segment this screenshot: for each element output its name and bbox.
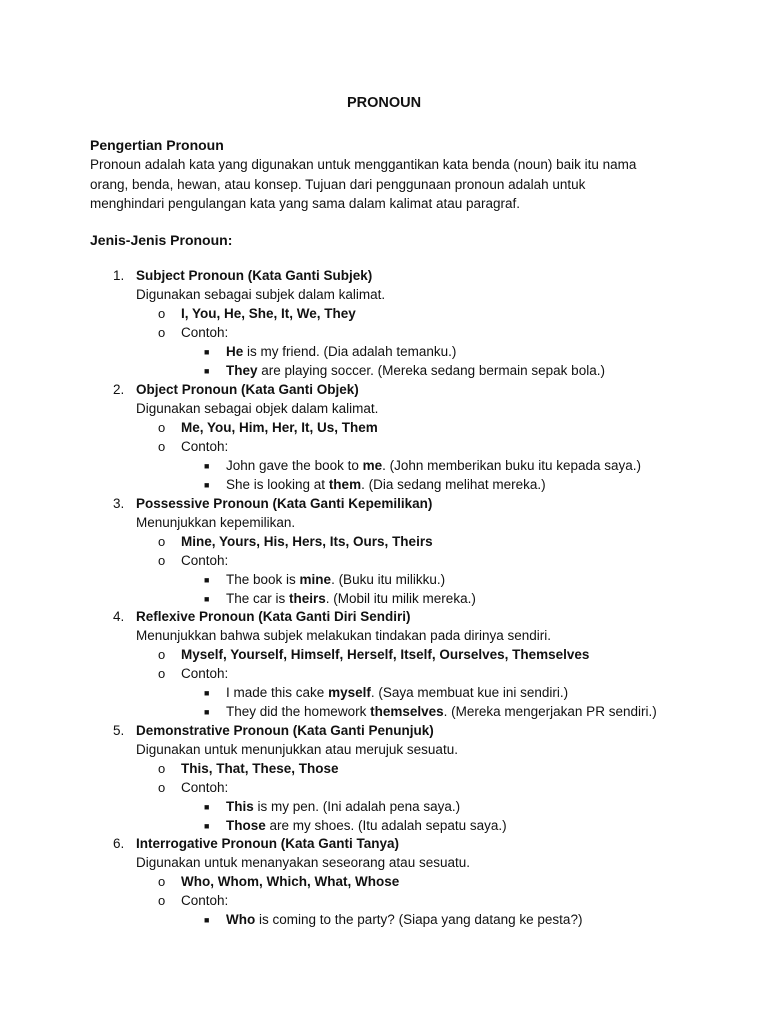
circle-bullet-icon: o [158, 874, 166, 889]
pronoun-word-list: Who, Whom, Which, What, Whose [181, 874, 400, 889]
example-sentence [226, 477, 546, 492]
pronoun-type-name: Demonstrative Pronoun (Kata Ganti Penunjuk) [136, 723, 434, 738]
example-sentence [226, 591, 476, 606]
example-sentence [226, 363, 605, 378]
list-number: 1. [113, 268, 125, 283]
example-text: . (Mobil itu milik mereka.) [325, 591, 476, 606]
pronoun-word-list: I, You, He, She, It, We, They [181, 306, 356, 321]
example-text: The car is [226, 591, 290, 606]
example-pronoun: myself [328, 685, 371, 700]
example-text: are my shoes. (Itu adalah sepatu saya.) [265, 818, 507, 833]
example-text: . (John memberikan buku itu kepada saya.) [382, 458, 642, 473]
pronoun-type-name: Object Pronoun (Kata Ganti Objek) [136, 382, 359, 397]
example-label: Contoh: [181, 439, 229, 454]
square-bullet-icon: ■ [204, 366, 210, 376]
circle-bullet-icon: o [158, 553, 166, 568]
list-number: 5. [113, 723, 125, 738]
example-pronoun: me [362, 458, 383, 473]
pronoun-word-list: Mine, Yours, His, Hers, Its, Ours, Theirs [181, 534, 433, 549]
definition-line: menghindari pengulangan kata yang sama dalam kalimat atau paragraf. [90, 196, 521, 211]
square-bullet-icon: ■ [204, 821, 210, 831]
example-text: is my friend. (Dia adalah temanku.) [243, 344, 457, 359]
example-text: She is looking at [226, 477, 329, 492]
list-number: 4. [113, 609, 125, 624]
example-pronoun: mine [299, 572, 332, 587]
circle-bullet-icon: o [158, 325, 166, 340]
square-bullet-icon: ■ [204, 594, 210, 604]
example-text: . (Mereka mengerjakan PR sendiri.) [443, 704, 657, 719]
list-number: 2. [113, 382, 125, 397]
square-bullet-icon: ■ [204, 802, 210, 812]
example-sentence [226, 704, 657, 719]
example-text: . (Buku itu milikku.) [331, 572, 446, 587]
square-bullet-icon: ■ [204, 461, 210, 471]
circle-bullet-icon: o [158, 306, 166, 321]
pronoun-type-name: Interrogative Pronoun (Kata Ganti Tanya) [136, 836, 400, 851]
example-text: is coming to the party? (Siapa yang datang ke pesta?) [255, 912, 583, 927]
example-label: Contoh: [181, 325, 229, 340]
example-text: . (Saya membuat kue ini sendiri.) [370, 685, 569, 700]
circle-bullet-icon: o [158, 893, 166, 908]
square-bullet-icon: ■ [204, 480, 210, 490]
example-pronoun: theirs [289, 591, 326, 606]
example-sentence [226, 572, 445, 587]
pronoun-type-name: Possessive Pronoun (Kata Ganti Kepemilikan) [136, 496, 433, 511]
list-number: 3. [113, 496, 125, 511]
square-bullet-icon: ■ [204, 347, 210, 357]
example-text: I made this cake [226, 685, 329, 700]
example-sentence [226, 818, 507, 833]
pronoun-type-description: Digunakan untuk menunjukkan atau merujuk sesuatu. [136, 742, 458, 757]
pronoun-type-description: Digunakan sebagai subjek dalam kalimat. [136, 287, 386, 302]
definition-line: Pronoun adalah kata yang digunakan untuk menggantikan kata benda (noun) baik itu nama [90, 157, 637, 172]
list-number: 6. [113, 836, 125, 851]
example-pronoun: They [226, 363, 258, 378]
pronoun-word-list: This, That, These, Those [181, 761, 339, 776]
example-pronoun: He [226, 344, 244, 359]
square-bullet-icon: ■ [204, 915, 210, 925]
example-pronoun: themselves [370, 704, 444, 719]
pronoun-type-description: Menunjukkan kepemilikan. [136, 515, 296, 530]
circle-bullet-icon: o [158, 534, 166, 549]
example-sentence [226, 799, 460, 814]
example-pronoun: Who [226, 912, 256, 927]
types-heading: Jenis-Jenis Pronoun: [90, 232, 233, 248]
pronoun-type-description: Digunakan untuk menanyakan seseorang atau sesuatu. [136, 855, 470, 870]
square-bullet-icon: ■ [204, 688, 210, 698]
pronoun-type-description: Menunjukkan bahwa subjek melakukan tindakan pada dirinya sendiri. [136, 628, 552, 643]
pronoun-type-description: Digunakan sebagai objek dalam kalimat. [136, 401, 379, 416]
circle-bullet-icon: o [158, 647, 166, 662]
example-text: They did the homework [226, 704, 371, 719]
example-text: are playing soccer. (Mereka sedang bermain sepak bola.) [257, 363, 605, 378]
definition-paragraph [90, 155, 690, 214]
pronoun-word-list: Myself, Yourself, Himself, Herself, Itself, Ourselves, Themselves [181, 647, 590, 662]
example-text: John gave the book to [226, 458, 363, 473]
example-pronoun: Those [226, 818, 266, 833]
square-bullet-icon: ■ [204, 707, 210, 717]
example-text: The book is [226, 572, 300, 587]
circle-bullet-icon: o [158, 780, 166, 795]
example-sentence [226, 458, 641, 473]
pronoun-type-name: Subject Pronoun (Kata Ganti Subjek) [136, 268, 373, 283]
example-pronoun: This [226, 799, 254, 814]
example-pronoun: them [328, 477, 362, 492]
example-sentence [226, 344, 456, 359]
circle-bullet-icon: o [158, 420, 166, 435]
example-label: Contoh: [181, 893, 229, 908]
pronoun-type-name: Reflexive Pronoun (Kata Ganti Diri Sendiri) [136, 609, 411, 624]
page-title: PRONOUN [346, 95, 422, 111]
example-label: Contoh: [181, 780, 229, 795]
definition-line: orang, benda, hewan, atau konsep. Tujuan dari penggunaan pronoun adalah untuk [90, 176, 586, 192]
pronoun-word-list: Me, You, Him, Her, It, Us, Them [181, 420, 378, 435]
circle-bullet-icon: o [158, 666, 166, 681]
example-text: is my pen. (Ini adalah pena saya.) [253, 799, 461, 814]
circle-bullet-icon: o [158, 761, 166, 776]
example-sentence [226, 685, 568, 700]
circle-bullet-icon: o [158, 439, 166, 454]
example-label: Contoh: [181, 666, 229, 681]
example-text: . (Dia sedang melihat mereka.) [361, 477, 546, 492]
definition-heading: Pengertian Pronoun [90, 137, 224, 153]
example-sentence [226, 912, 582, 927]
square-bullet-icon: ■ [204, 575, 210, 585]
example-label: Contoh: [181, 553, 229, 568]
